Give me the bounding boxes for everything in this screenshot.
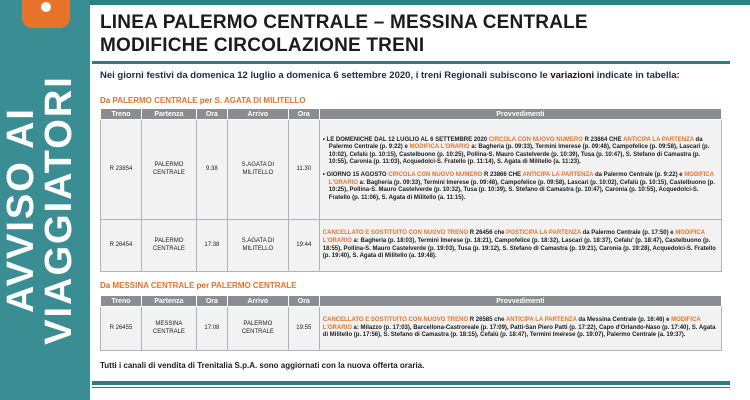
bottom-border-thin [92,387,730,388]
cell-partenza: PALERMO CENTRALE [141,120,196,220]
section-label-palermo: Da PALERMO CENTRALE per S. AGATA DI MILITELLO [100,96,306,105]
side-banner-text [2,75,78,345]
header-provvedimenti: Provvedimenti [319,109,721,120]
info-badge-icon [22,0,70,28]
cell-arrivo: S.AGATA DI MILITELLO [227,120,288,220]
cell-provvedimenti [319,120,721,220]
header-ora: Ora [196,296,227,307]
cell-ora-arrivo: 11.30 [288,120,319,220]
title-line-1: LINEA PALERMO CENTRALE – MESSINA CENTRALE [100,12,588,33]
side-line-1: AVVISO AI [0,107,42,313]
header-treno: Treno [101,109,142,120]
header-arrivo: Arrivo [227,296,288,307]
section-label-messina: Da MESSINA CENTRALE per PALERMO CENTRALE [100,281,297,290]
header-ora: Ora [288,109,319,120]
intro-text [100,70,722,82]
cell-ora-partenza: 9.38 [196,120,227,220]
table-header-row [101,109,722,120]
header-treno: Treno [101,296,142,307]
cell-provvedimenti: CANCELLATO E SOSTITUITO CON NUOVO TRENO R 26456 che POSTICIPA LA PARTENZA da Palermo Centrale (p. 17:50) e MODIFICA L'ORARIO a: Bagheria (p. 18:03), Termini Imerese (p. 18:21), Campofelice (p. 18:32), Lascari (p. 18:37), Cefalu' (p. 18:47), Castelbuono (p. 18:55), Pollina-S. Mauro Castelverde (p. 19:03), Tusa (p. 19:12), S. Stefano di Camastra (p. 19:21), Caronia (p. 19:28), Acquedolci-S. Fratello (p. 19:40), S. Agata di Militello (a. 19:48). [319,220,721,272]
table-palermo-agata [100,108,722,272]
title-bar [92,5,730,64]
table-row [101,120,722,220]
cell-partenza: PALERMO CENTRALE [141,220,196,272]
header-provvedimenti: Provvedimenti [319,296,721,307]
footer-note: Tutti i canali di vendita di Trenitalia S.p.A. sono aggiornati con la nuova offerta oraria. [100,361,425,370]
side-banner [0,0,90,400]
header-partenza: Partenza [141,296,196,307]
side-line-2: VIAGGIATORI [38,75,80,345]
cell-ora-arrivo: 19:44 [288,220,319,272]
cell-ora-arrivo: 19:55 [288,307,319,351]
header-ora: Ora [288,296,319,307]
header-partenza: Partenza [141,109,196,120]
intro-part-1: Nei giorni festivi da domenica 12 luglio a domenica 6 settembre 2020, i treni Regionali subiscono le [100,70,551,81]
table-row [101,307,722,351]
cell-treno: R 26454 [101,220,142,272]
header-ora: Ora [196,109,227,120]
cell-ora-partenza: 17:08 [196,307,227,351]
cell-treno: R 26455 [101,307,142,351]
bottom-border [92,381,730,385]
cell-ora-partenza: 17:38 [196,220,227,272]
cell-arrivo: S.AGATA DI MILITELLO [227,220,288,272]
provvedimento-item: • LE DOMENICHE DAL 12 LUGLIO AL 6 SETTEMBRE 2020 CIRCOLA CON NUOVO NUMERO R 23864 CHE ANTICIPA LA PARTENZA da Palermo Centrale (p. 9:22) e MODIFICA L'ORARIO a: Bagheria (p. 09:33), Termini Imerese (p. 09:48), Campofelice (p. 09:58), Lascari (p. 10:02), Cefalù (p. 10:15), Castelbuono (p. 10:25), Pollina-S. Mauro Castelverde (p. 10:39), Tusa (p. 10:47), S. Stefano di Camastra (p. 10:55), Caronia (p. 11:03), Acquedolci-S. Fratello (p. 11:14), S. Agata di Militello (a. 11:23). [322,136,710,166]
cell-provvedimenti: CANCELLATO E SOSTITUITO CON NUOVO TRENO R 26585 che ANTICIPA LA PARTENZA da Messina Centrale (p. 16:46) e MODIFICA L'ORARIO a: Milazzo (p. 17:03), Barcellona-Castroreale (p. 17:09), Patti-San Piero Patti (p. 17:22), Capo d'Orlando-Naso (p. 17:40), S. Agata di Militello (p. 17:56), S. Stefano di Camastra (p. 18:15), Cefalù (p. 18:47), Termini Imerese (p. 19:07), Palermo Centrale (a. 19:37). [319,307,721,351]
table-messina-palermo [100,295,722,351]
table-row [101,220,722,272]
main-content [92,0,730,400]
intro-part-2: indicate in tabella: [594,70,680,81]
provvedimento-item: • GIORNO 15 AGOSTO CIRCOLA CON NUOVO NUMERO R 23866 CHE ANTICIPA LA PARTENZA da Palermo Centrale (p. 9:22) e MODIFICA L'ORARIO a: Bagheria (p. 09:33), Termini Imerese (p. 09:48), Campofelice (p. 09:58), Lascari (p. 10:02), Cefalù (p. 10:15), Castelbuono (p. 10:25), Pollina-S. Mauro Castelverde (p. 10:32), Tusa (p. 10:39), S. Stefano di Camastra (p. 10:47), Caronia (p. 10:55), Acquedolci-S. Fratello (p. 11:06), S. Agata di Militello (a. 11:15). [322,172,715,201]
cell-treno: R 23854 [101,120,142,220]
table-header-row [101,296,722,307]
cell-arrivo: PALERMO CENTRALE [227,307,288,351]
cell-partenza: MESSINA CENTRALE [141,307,196,351]
header-arrivo: Arrivo [227,109,288,120]
title-line-2: MODIFICHE CIRCOLAZIONE TRENI [100,35,425,56]
intro-bold: variazioni [550,70,595,81]
page-title [100,11,588,57]
